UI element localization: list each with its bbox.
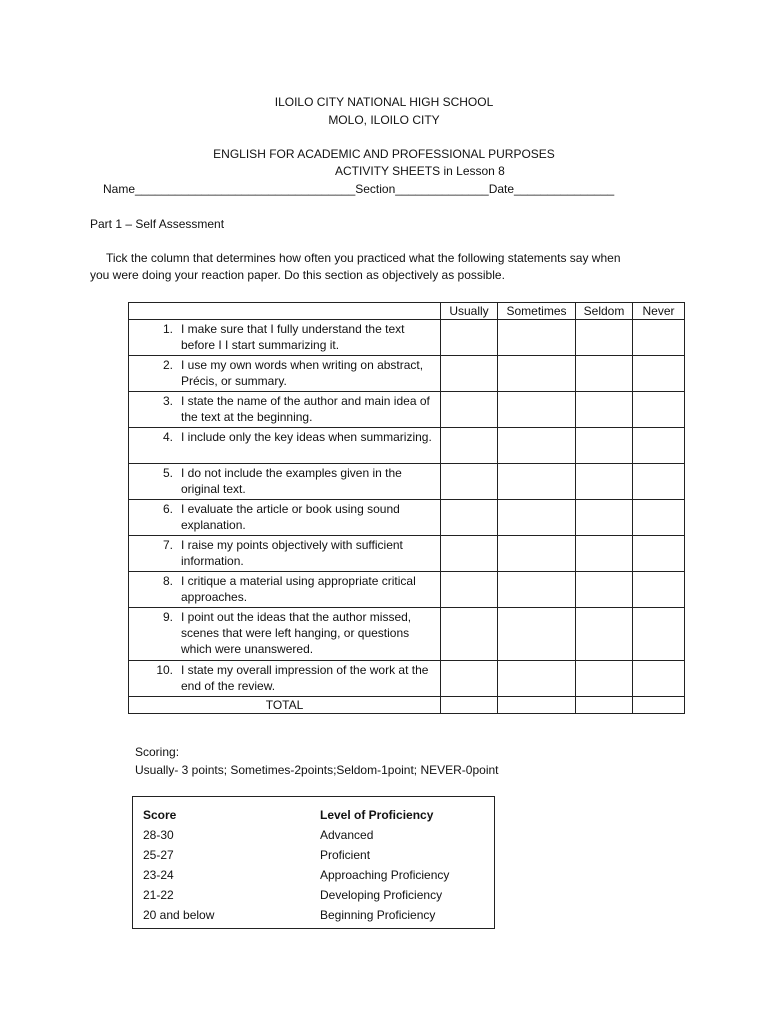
statement-text: I critique a material using appropriate critical approaches. xyxy=(181,574,416,604)
total-label: TOTAL xyxy=(129,697,441,714)
proficiency-level: Approaching Proficiency xyxy=(320,868,450,882)
tick-cell[interactable] xyxy=(441,356,498,392)
table-row xyxy=(129,608,685,661)
statement-cell xyxy=(129,320,441,356)
statement-text: I make sure that I fully understand the text before I I start summarizing it. xyxy=(181,322,405,352)
school-name: ILOILO CITY NATIONAL HIGH SCHOOL xyxy=(274,95,494,109)
tick-cell[interactable] xyxy=(441,392,498,428)
statement-number: 5. xyxy=(162,466,173,480)
tick-cell[interactable] xyxy=(633,464,685,500)
tick-cell[interactable] xyxy=(498,428,576,464)
statement-number: 10. xyxy=(156,663,173,677)
tick-cell[interactable] xyxy=(633,608,685,661)
proficiency-header-row xyxy=(133,805,494,825)
tick-cell[interactable] xyxy=(498,536,576,572)
statement-text: I state my overall impression of the work at the end of the review. xyxy=(181,663,429,693)
proficiency-row xyxy=(133,905,494,925)
tick-cell[interactable] xyxy=(576,356,633,392)
tick-cell[interactable] xyxy=(576,428,633,464)
activity-title: ACTIVITY SHEETS in Lesson 8 xyxy=(335,164,505,178)
statement-number: 4. xyxy=(162,430,173,444)
tick-cell[interactable] xyxy=(633,572,685,608)
tick-cell[interactable] xyxy=(576,572,633,608)
tick-cell[interactable] xyxy=(576,392,633,428)
table-row xyxy=(129,661,685,697)
score-header: Score xyxy=(143,808,177,822)
tick-cell[interactable] xyxy=(441,572,498,608)
tick-cell[interactable] xyxy=(576,500,633,536)
table-row xyxy=(129,356,685,392)
tick-cell[interactable] xyxy=(441,608,498,661)
name-section-date-line: Name_________________________________Section______________Date_______________ xyxy=(103,182,615,196)
statement-text: I point out the ideas that the author missed, scenes that were left hanging, or questions which were unanswered. xyxy=(181,610,412,656)
school-location: MOLO, ILOILO CITY xyxy=(328,113,440,127)
statement-header xyxy=(129,303,441,320)
statement-text: I do not include the examples given in the original text. xyxy=(181,466,402,496)
column-header: Never xyxy=(633,303,685,320)
total-row xyxy=(129,697,685,714)
tick-cell[interactable] xyxy=(498,392,576,428)
statement-number: 9. xyxy=(162,610,173,624)
statement-number: 6. xyxy=(162,502,173,516)
table-row xyxy=(129,320,685,356)
total-cell[interactable] xyxy=(633,697,685,714)
statement-cell xyxy=(129,661,441,697)
statement-cell xyxy=(129,536,441,572)
instruction-line-2: you were doing your reaction paper. Do this section as objectively as possible. xyxy=(90,268,505,282)
score-range: 25-27 xyxy=(143,848,174,862)
statement-number: 1. xyxy=(162,322,173,336)
score-range: 23-24 xyxy=(143,868,174,882)
proficiency-table xyxy=(132,796,495,929)
self-assessment-table xyxy=(128,302,685,714)
tick-cell[interactable] xyxy=(498,661,576,697)
proficiency-level: Proficient xyxy=(320,848,371,862)
total-cell[interactable] xyxy=(441,697,498,714)
column-header: Sometimes xyxy=(498,303,576,320)
tick-cell[interactable] xyxy=(576,608,633,661)
column-header: Usually xyxy=(441,303,498,320)
subject-title: ENGLISH FOR ACADEMIC AND PROFESSIONAL PURPOSES xyxy=(213,147,555,161)
tick-cell[interactable] xyxy=(576,661,633,697)
proficiency-row xyxy=(133,825,494,845)
proficiency-row xyxy=(133,845,494,865)
statement-text: I raise my points objectively with sufficient information. xyxy=(181,538,403,568)
tick-cell[interactable] xyxy=(441,661,498,697)
scoring-title: Scoring: xyxy=(135,745,180,759)
column-header: Seldom xyxy=(576,303,633,320)
tick-cell[interactable] xyxy=(633,320,685,356)
tick-cell[interactable] xyxy=(498,356,576,392)
tick-cell[interactable] xyxy=(633,661,685,697)
table-row xyxy=(129,572,685,608)
tick-cell[interactable] xyxy=(498,572,576,608)
level-header: Level of Proficiency xyxy=(320,808,434,822)
statement-number: 8. xyxy=(162,574,173,588)
statement-number: 3. xyxy=(162,394,173,408)
tick-cell[interactable] xyxy=(633,392,685,428)
table-row xyxy=(129,500,685,536)
statement-cell xyxy=(129,608,441,661)
proficiency-level: Beginning Proficiency xyxy=(320,908,436,922)
statement-cell xyxy=(129,464,441,500)
tick-cell[interactable] xyxy=(441,464,498,500)
tick-cell[interactable] xyxy=(441,500,498,536)
tick-cell[interactable] xyxy=(576,320,633,356)
statement-text: I state the name of the author and main idea of the text at the beginning. xyxy=(181,394,430,424)
tick-cell[interactable] xyxy=(441,428,498,464)
score-range: 20 and below xyxy=(143,908,215,922)
proficiency-row xyxy=(133,885,494,905)
table-header-row xyxy=(129,303,685,320)
tick-cell[interactable] xyxy=(633,500,685,536)
statement-number: 2. xyxy=(162,358,173,372)
proficiency-row xyxy=(133,865,494,885)
statement-number: 7. xyxy=(162,538,173,552)
tick-cell[interactable] xyxy=(441,536,498,572)
total-cell[interactable] xyxy=(498,697,576,714)
statement-text: I use my own words when writing on abstract, Précis, or summary. xyxy=(181,358,424,388)
table-row xyxy=(129,392,685,428)
statement-cell xyxy=(129,500,441,536)
total-cell[interactable] xyxy=(576,697,633,714)
statement-cell xyxy=(129,356,441,392)
statement-cell xyxy=(129,392,441,428)
score-range: 28-30 xyxy=(143,828,174,842)
tick-cell[interactable] xyxy=(633,428,685,464)
part1-title: Part 1 – Self Assessment xyxy=(90,217,225,231)
table-row xyxy=(129,428,685,464)
table-row xyxy=(129,536,685,572)
proficiency-level: Developing Proficiency xyxy=(320,888,443,902)
statement-cell xyxy=(129,428,441,464)
statement-text: I include only the key ideas when summarizing. xyxy=(181,430,432,444)
tick-cell[interactable] xyxy=(633,356,685,392)
tick-cell[interactable] xyxy=(441,320,498,356)
tick-cell[interactable] xyxy=(633,536,685,572)
tick-cell[interactable] xyxy=(498,464,576,500)
scoring-legend: Usually- 3 points; Sometimes-2points;Seldom-1point; NEVER-0point xyxy=(135,763,499,777)
instruction-line-1: Tick the column that determines how often you practiced what the following statements say when xyxy=(106,251,621,265)
tick-cell[interactable] xyxy=(498,608,576,661)
tick-cell[interactable] xyxy=(498,500,576,536)
tick-cell[interactable] xyxy=(498,320,576,356)
statement-cell xyxy=(129,572,441,608)
score-range: 21-22 xyxy=(143,888,174,902)
statement-text: I evaluate the article or book using sound explanation. xyxy=(181,502,400,532)
proficiency-level: Advanced xyxy=(320,828,374,842)
tick-cell[interactable] xyxy=(576,464,633,500)
table-row xyxy=(129,464,685,500)
tick-cell[interactable] xyxy=(576,536,633,572)
